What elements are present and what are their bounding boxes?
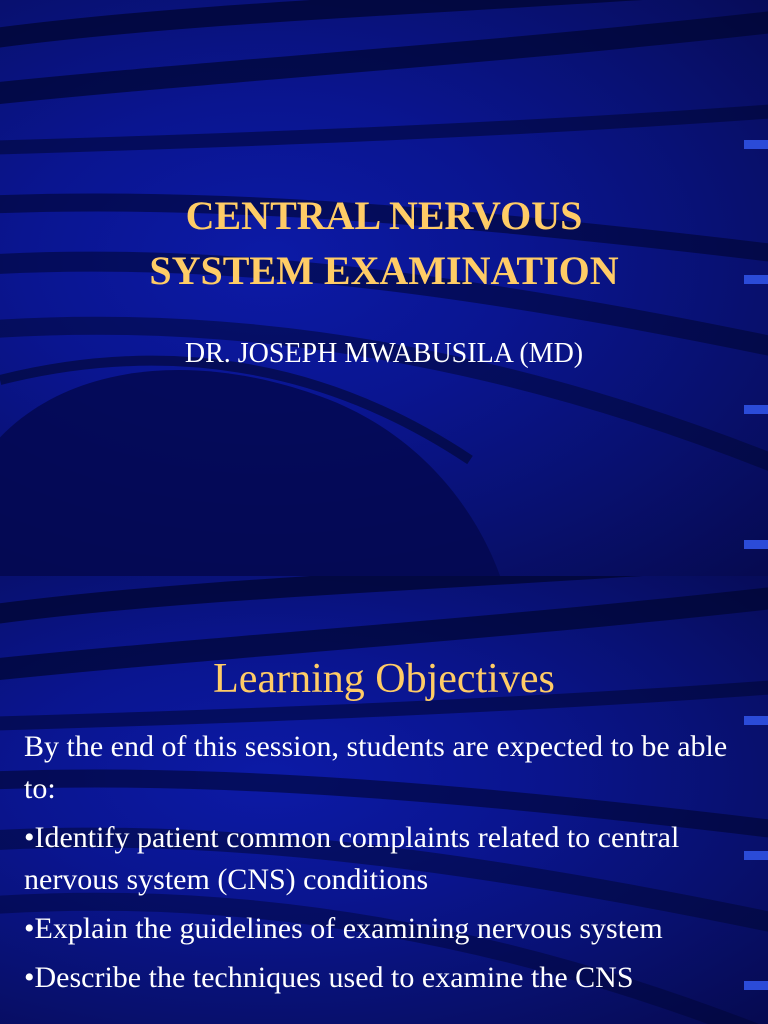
slide-heading: Learning Objectives [213,656,555,702]
learning-objectives-slide [0,576,768,1024]
objective-item: •Describe the techniques used to examine the CNS [24,961,634,994]
objectives-body [24,726,734,1006]
intro-text: By the end of this session, students are expected to be able to: [24,730,728,805]
objective-item: •Explain the guidelines of examining nervous system [24,912,663,945]
presenter-name: DR. JOSEPH MWABUSILA (MD) [184,338,584,369]
objective-item: •Identify patient common complaints related to central nervous system (CNS) conditions [24,821,680,896]
slide-title-line-2: SYSTEM EXAMINATION [149,248,619,293]
slide-title-line-1: CENTRAL NERVOUS [185,193,583,238]
